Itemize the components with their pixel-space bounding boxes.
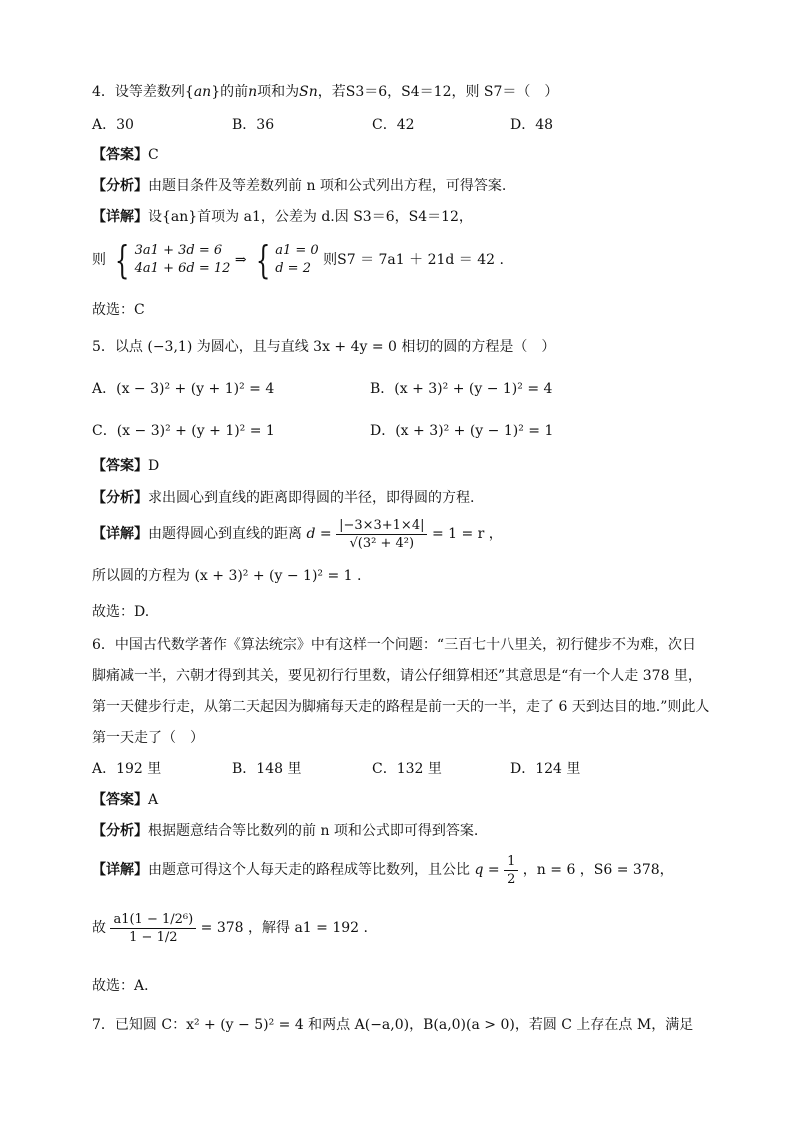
q7-stem: 7．已知圆 C：x² + (y − 5)² = 4 和两点 A(−a,0)，B(a,0)(a > 0)，若圆 C 上存在点 M，满足 — [92, 1017, 694, 1033]
q4-conclusion: 故选：C — [92, 302, 145, 318]
q6-answer: 【答案】A — [92, 792, 159, 808]
q5-option-a: A．(x − 3)² + (y + 1)² = 4 — [92, 381, 275, 397]
sum-fraction: $\frac{\text{a1(1 − 1/2⁶)}}{1 - 1/2}$ — [110, 911, 196, 946]
answer-tag: 【答案】 — [92, 792, 148, 808]
q4-detail-line1: 【详解】设{an}首项为 a1，公差为 d.因 S3＝6，S4＝12， — [92, 209, 473, 225]
answer-tag: 【答案】 — [92, 458, 148, 474]
q5-detail: 【详解】由题得圆心到直线的距离 d = $\frac{|-3\times 3+1\times 4|}{\text{√(3² + 4²)}}$ = 1 = r ， — [92, 517, 503, 551]
q5-option-c: C．(x − 3)² + (y + 1)² = 1 — [92, 423, 275, 439]
q4-option-b: B．36 — [232, 117, 275, 133]
q5-conclusion: 故选：D. — [92, 604, 150, 620]
q6-option-c: C．132 里 — [372, 761, 442, 777]
ratio-fraction: $\frac{1}{2}$ — [504, 853, 518, 888]
equation-system: { 3a1 + 3d = 6 4a1 + 6d = 12 — [115, 238, 231, 282]
analysis-tag: 【分析】 — [92, 823, 148, 839]
q6-option-d: D．124 里 — [510, 761, 581, 777]
q4-option-a: A．30 — [92, 117, 134, 133]
q5-analysis: 【分析】求出圆心到直线的距离即得圆的半径，即得圆的方程. — [92, 490, 475, 506]
q4-answer: 【答案】C — [92, 147, 159, 163]
q6-stem-line1: 6．中国古代数学著作《算法统宗》中有这样一个问题：“三百七十八里关，初行健步不为难，次日 — [92, 637, 697, 653]
q5-answer: 【答案】D — [92, 458, 160, 474]
q4-detail-system: 则 { 3a1 + 3d = 6 4a1 + 6d = 12 ⇒ { a1 = 0 d = 2 则S7 ＝ 7a1 ＋ 21d ＝ 42 . — [92, 238, 504, 282]
q6-option-a: A．192 里 — [92, 761, 162, 777]
q4-option-c: C．42 — [372, 117, 415, 133]
q6-detail: 【详解】由题意可得这个人每天走的路程成等比数列，且公比 q = $\frac{1}{2}$ ，n = 6 ，S6 = 378， — [92, 853, 674, 887]
q6-stem-line2: 脚痛减一半，六朝才得到其关，要见初行行里数，请公仔细算相还”其意思是“有一个人走 378 里， — [92, 668, 702, 684]
q4-stem: 4．设等差数列{an}的前n项和为Sn，若S3＝6，S4＝12，则 S7＝（ ） — [92, 84, 559, 100]
q6-conclusion: 故选：A． — [92, 978, 159, 994]
q4-option-d: D．48 — [510, 117, 554, 133]
q5-result: 所以圆的方程为 (x + 3)² + (y − 1)² = 1 . — [92, 568, 362, 584]
detail-tag: 【详解】 — [92, 209, 148, 225]
q6-analysis: 【分析】根据题意结合等比数列的前 n 项和公式即可得到答案. — [92, 823, 479, 839]
q5-option-b: B．(x + 3)² + (y − 1)² = 4 — [370, 381, 553, 397]
distance-fraction: $\frac{|-3\times 3+1\times 4|}{\text{√(3² + 4²)}}$ — [336, 517, 427, 552]
analysis-tag: 【分析】 — [92, 178, 148, 194]
q5-stem: 5．以点 (−3,1) 为圆心，且与直线 3x + 4y = 0 相切的圆的方程是（ ） — [92, 339, 556, 355]
detail-tag: 【详解】 — [92, 526, 148, 542]
detail-tag: 【详解】 — [92, 862, 148, 878]
q4-analysis: 【分析】由题目条件及等差数列前 n 项和公式列出方程，可得答案. — [92, 178, 507, 194]
q6-stem-line4: 第一天走了（ ） — [92, 730, 204, 746]
solution-system: { a1 = 0 d = 2 — [255, 238, 319, 282]
q6-option-b: B．148 里 — [232, 761, 302, 777]
answer-tag: 【答案】 — [92, 147, 148, 163]
q5-option-d: D．(x + 3)² + (y − 1)² = 1 — [370, 423, 554, 439]
q6-calculation: 故 $\frac{\text{a1(1 − 1/2⁶)}}{1 - 1/2}$ = 378 ，解得 a1 = 192 . — [92, 911, 368, 945]
analysis-tag: 【分析】 — [92, 490, 148, 506]
q6-stem-line3: 第一天健步行走，从第二天起因为脚痛每天走的路程是前一天的一半，走了 6 天到达目的地.”则此人 — [92, 699, 710, 715]
